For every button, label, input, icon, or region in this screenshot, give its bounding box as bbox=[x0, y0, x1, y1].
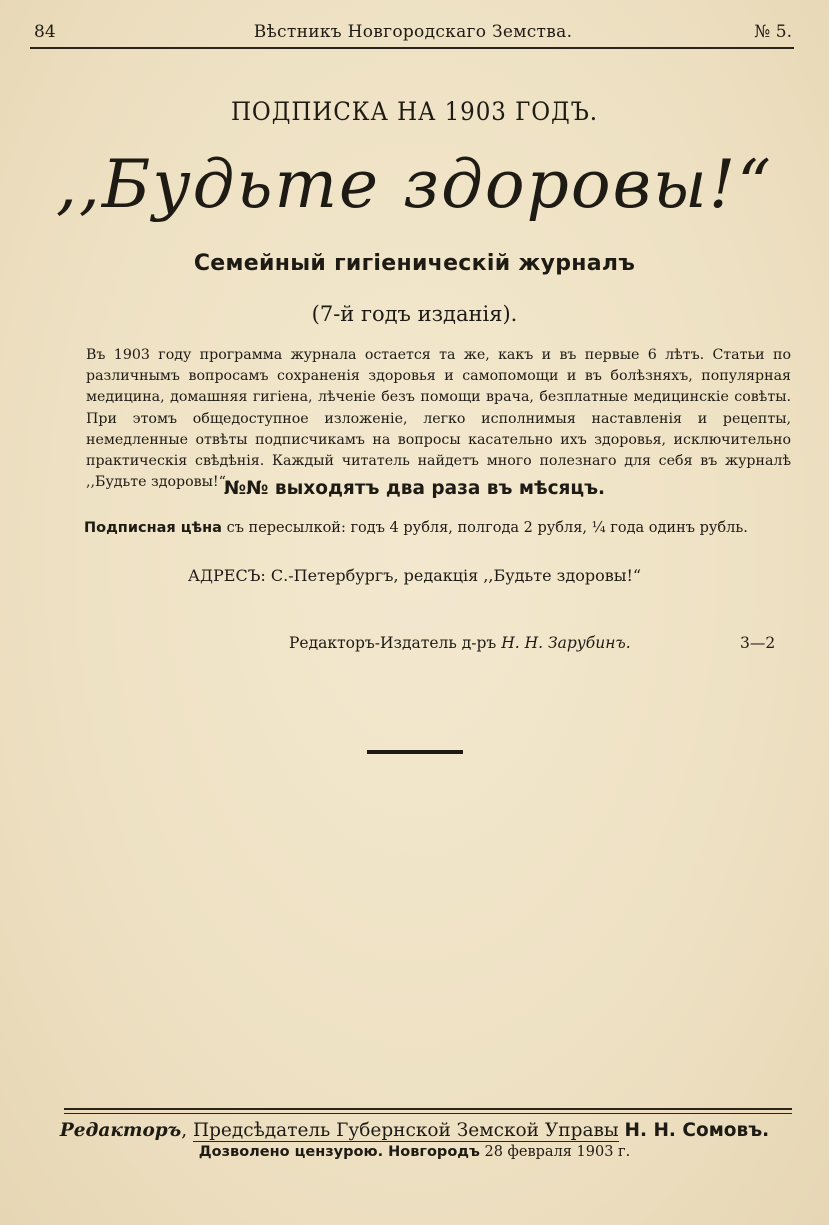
issue-number: № 5. bbox=[754, 22, 792, 42]
journal-name: Вѣстникъ Новгородскаго Земства. bbox=[253, 22, 573, 42]
footer-editor-sep: , bbox=[181, 1120, 193, 1141]
censor-date: 28 февраля 1903 г. bbox=[479, 1144, 631, 1160]
ad-number: 3—2 bbox=[740, 634, 776, 652]
footer-editor-name: Н. Н. Сомовъ. bbox=[624, 1120, 770, 1141]
footer-rule-thick bbox=[64, 1108, 792, 1110]
header-rule bbox=[30, 47, 794, 49]
censor-text: Дозволено цензурою. Новгородъ bbox=[198, 1144, 480, 1160]
footer-editor-label: Редакторъ bbox=[59, 1120, 182, 1141]
footer-rule-thin bbox=[64, 1113, 792, 1114]
editor-prefix: Редакторъ-Издатель д-ръ bbox=[289, 634, 502, 652]
subscription-price bbox=[84, 520, 774, 536]
editor-name: Н. Н. Зарубинъ. bbox=[501, 634, 631, 652]
censorship-note bbox=[0, 1144, 829, 1160]
journal-subtitle: Семейный гигіеническій журналъ bbox=[193, 251, 636, 276]
price-text: съ пересылкой: годъ 4 рубля, полгода 2 рубля, ¼ года одинъ рубль. bbox=[221, 520, 748, 536]
page-number: 84 bbox=[34, 22, 56, 42]
section-separator bbox=[367, 750, 463, 754]
announcement-body: Въ 1903 году программа журнала остается та же, какъ и въ первые 6 лѣтъ. Статьи по различнымъ вопросамъ сохраненія здоровья и самопомощи и въ болѣзняхъ, популярная медицина, домашняя гигіена, лѣченіе безъ помощи врача, безплатные медицинскіе совѣты. При этомъ общедоступное изложеніе, легко исполнимыя наставленія и рецепты, немедленные отвѣты подписчикамъ на вопросы касательно ихъ здоровья, исключительно практическія свѣдѣнія. Каждый читатель найдетъ много полезнаго для себя въ журналѣ ,,Будьте здоровы!“ bbox=[86, 347, 791, 491]
editor-publisher bbox=[289, 634, 631, 652]
issue-frequency: №№ выходятъ два раза въ мѣсяцъ. bbox=[223, 478, 606, 499]
edition-note: (7-й годъ изданія). bbox=[311, 302, 518, 326]
running-head bbox=[34, 22, 792, 46]
journal-title: ,,Будьте здоровы!“ bbox=[55, 146, 774, 223]
footer-editor-title: Предсѣдатель Губернской Земской Управы bbox=[192, 1120, 619, 1141]
address: АДРЕСЪ: С.-Петербургъ, редакція ,,Будьте здоровы!“ bbox=[187, 566, 642, 585]
price-label: Подписная цѣна bbox=[84, 520, 222, 536]
footer-editor bbox=[0, 1120, 829, 1141]
subscription-heading: ПОДПИСКА НА 1903 ГОДЪ. bbox=[230, 97, 599, 126]
